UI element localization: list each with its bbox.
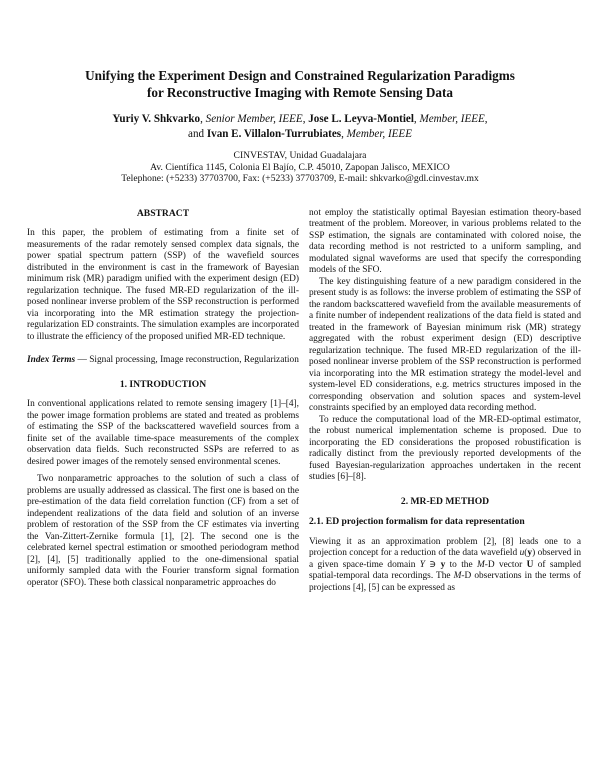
author-role: Member, IEEE <box>346 127 412 140</box>
math-symbol: M <box>476 559 485 570</box>
paper-title <box>40 68 560 101</box>
intro-paragraph-2: Two nonparametric approaches to the solution of such a class of problems are usually addressed as classical. The first one is based on the pre-estimation of the data field correlation function (CF) from a set of independent realizations of the data field and solution of an inverse problem of restoration of the SSP from the CF estimates via inverting the Van-Zittert-Zernike formula [1], [2]. The second one is the celebrated kernel spectral estimation or smoothed periodogram method [2], [4], [5] traditionally applied to the one-dimensional spatial uniformly sampled data with the Fourier transform signal formation operator (SFO). These both classical nonparametric approaches do <box>27 474 299 588</box>
math-symbol: u <box>519 548 525 559</box>
right-column <box>309 208 581 594</box>
index-terms <box>27 355 299 366</box>
title-line-2: for Reconstructive Imaging with Remote Sensing Data <box>147 84 453 100</box>
text-run: ∋ <box>424 559 441 570</box>
abstract-text: In this paper, the problem of estimating from a finite set of measurements of the radar remotely sensed complex data signals, the power spatial spectrum pattern (SSP) of the wavefield sources distributed in the environment is cast in the framework of Bayesian minimum risk (MR) paradigm unified with the experiment design (ED) regularization technique. The fused MR-ED regularization of the ill-posed nonlinear inverse problem of the SSP reconstruction is performed via incorporating into the MR estimation strategy the projection-regularization ED constraints. The simulation examples are incorporated to illustrate the efficiency of the proposed unified MR-ED technique. <box>27 228 299 342</box>
intro-heading: 1. INTRODUCTION <box>119 378 207 390</box>
method-subheading: 2.1. ED projection formalism for data representation <box>309 516 525 528</box>
text-run: Viewing it as an approximation problem [2], [8] leads one to a projection concept for a reduction of the data wavefield <box>309 536 581 559</box>
abstract-heading: ABSTRACT <box>136 208 190 219</box>
math-symbol: M <box>453 571 462 582</box>
text-run: -D observations in the terms of projections [4], [5] can be expressed as <box>309 571 582 593</box>
math-symbol: y <box>440 559 446 570</box>
author-role: Member, IEEE <box>419 113 485 125</box>
author-conjunction: and <box>188 127 205 140</box>
math-symbol: y <box>527 548 533 559</box>
author-name: Ivan E. Villalon-Turrubiates <box>206 127 342 140</box>
math-symbol: Y <box>419 559 425 570</box>
math-symbol: U <box>526 559 534 570</box>
text-run: of sampled spatial-temporal data recordings. The <box>309 559 581 582</box>
index-terms-text: — Signal processing, Image reconstruction, Regularization <box>75 355 299 366</box>
intro-paragraph-3: not employ the statistically optimal Bayesian estimation theory-based treatment of the problem. Moreover, in various problems related to the SSP estimation, the signals are contaminated with colored noise, the data recording method is not restricted to a uniform sampling, and modulated signal waveforms are used that specify the corresponding models of the SFO. <box>309 208 581 276</box>
author-name: Jose L. Leyva-Montiel <box>308 113 414 125</box>
author-line-1: Yuriy V. Shkvarko, Senior Member, IEEE, Jose L. Leyva-Montiel, Member, IEEE, <box>112 113 488 125</box>
affiliation-contact: Telephone: (+5233) 37703700, Fax: (+5233) 37703709, E-mail: shkvarko@gdl.cinvestav.mx <box>121 173 479 185</box>
author-list <box>40 112 560 141</box>
affiliation-institution: CINVESTAV, Unidad Guadalajara <box>233 150 367 161</box>
affiliation-block <box>40 150 560 185</box>
affiliation-address: Av. Científica 1145, Colonia El Bajío, C.P. 45010, Zapopan Jalisco, MEXICO <box>150 161 450 173</box>
text-run: ( <box>524 548 528 559</box>
left-column <box>27 208 299 589</box>
text-run: to the <box>445 559 477 570</box>
intro-paragraph-4: The key distinguishing feature of a new paradigm considered in the present study is as follows: the inverse problem of estimating the SSP of the random backscattered wavefield from the available measurements of a finite number of independent realizations of the data field is stated and treated in the framework of Bayesian minimum risk (MR) strategy aggregated with the robust experiment design (ED) descriptive regularization technique. The fused MR-ED regularization of the ill-posed nonlinear inverse problem of the SSP reconstruction is performed via incorporating into the MR estimation strategy the model-level and system-level ED considerations, e.g. metrics structures imposed in the corresponding observation and solution spaces and system-level constraints specified by an employed data recording method. <box>309 276 581 414</box>
intro-paragraph-5: To reduce the computational load of the MR-ED-optimal estimator, the robust numerical implementation scheme is proposed. Due to incorporating the ED considerations the proposed robustification is radically distinct from the previously reported developments of the fused Bayesian-regularization approaches undertaken in the recent studies [6]–[8]. <box>309 414 581 483</box>
author-name: Yuriy V. Shkvarko <box>112 113 201 125</box>
author-role: Senior Member, IEEE <box>205 113 303 125</box>
text-run: ) observed in a given space-time domain <box>309 548 581 570</box>
method-heading: 2. MR-ED METHOD <box>400 495 490 507</box>
intro-paragraph-1: In conventional applications related to remote sensing imagery [1]–[4], the power image formation problems are stated and treated as problems of estimating the SSP of the backscattered wavefield sources from a finite set of the available time-space measurements of the complex observation data fields. Such reconstructed SSPs are referred to as desired power images of the remotely sensed environmental scenes. <box>27 399 299 467</box>
author-line-2: and Ivan E. Villalon-Turrubiates, Member, IEEE <box>188 127 412 140</box>
text-run: -D vector <box>484 559 527 570</box>
index-terms-label: Index Terms <box>27 355 76 366</box>
method-paragraph-1 <box>309 537 581 594</box>
title-line-1: Unifying the Experiment Design and Constrained Regularization Paradigms <box>85 68 515 83</box>
